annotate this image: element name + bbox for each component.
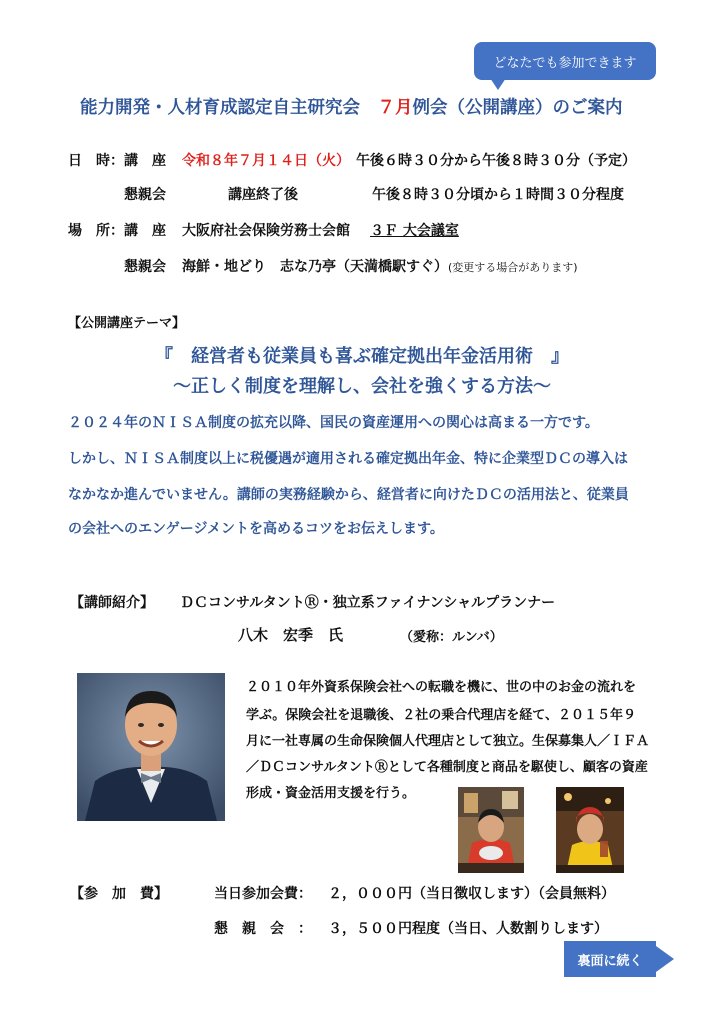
party-time: 午後８時３０分頃から１時間３０分程度 [372, 187, 624, 203]
party-place [182, 256, 578, 276]
place-label: 場 所：講 座 [68, 223, 166, 239]
theme-main: 『 経営者も従業員も喜ぶ確定拠出年金活用術 』 [155, 346, 569, 367]
lecturer-name: 八木 宏季 氏 [238, 626, 344, 644]
date-value: 令和８年７月１４日（火） [182, 153, 350, 169]
bio-line: 学ぶ。保険会社を退職後、２社の乗合代理店を経て、２０１５年９ [246, 708, 637, 723]
bio-line: 月に一社専属の生命保険個人代理店として独立。生保募集人／ＩＦＡ [246, 734, 650, 749]
fee-day-label: 当日参加会費： [214, 886, 312, 902]
bio-line: 形成・資金活用支援を行う。 [246, 786, 416, 801]
lecturer-role: ＤＣコンサルタントⓇ・独立系ファイナンシャルプランナー [180, 595, 556, 611]
badge-tail [490, 78, 506, 90]
theme-desc-line: しかし、ＮＩＳＡ制度以上に税優遇が適用される確定拠出年金、特に企業型ＤＣの導入は [68, 451, 628, 467]
arrow-right-icon [656, 946, 674, 972]
lecturer-portrait [77, 673, 225, 821]
badge-text: どなたでも参加できます [493, 55, 637, 71]
lecturer-photo-bar [556, 787, 624, 873]
fee-day-value: ２，０００円（当日徴収します）（会員無料） [328, 886, 615, 902]
fee-heading: 【参 加 費】 [70, 886, 168, 902]
continue-overleaf-arrow [564, 941, 656, 977]
date-time: 午後６時３０分から午後８時３０分（予定） [356, 153, 636, 169]
party-place-note: (変更する場合があります) [448, 261, 578, 274]
continue-label: 裏面に続く [577, 953, 643, 969]
lecturer-photo-dining [458, 787, 524, 873]
theme-desc-line: の会社へのエンゲージメントを高めるコツをお伝えします。 [68, 521, 444, 537]
fee-party-label: 懇 親 会 ： [214, 921, 312, 937]
theme-sub: ～正しく制度を理解し、会社を強くする方法～ [173, 376, 551, 397]
place-value: 大阪府社会保険労務士会館 [182, 223, 350, 239]
fee-party-value: ３，５００円程度（当日、人数割りします） [328, 921, 608, 937]
title-post: 例会（公開講座）のご案内 [412, 98, 623, 118]
place-room: ３Ｆ 大会議室 [370, 223, 459, 239]
theme-heading: 【公開講座テーマ】 [68, 316, 186, 331]
page-title [80, 94, 623, 119]
party-label: 懇親会 [124, 187, 166, 203]
open-to-all-badge [474, 42, 656, 80]
party-start: 講座終了後 [228, 187, 298, 203]
date-label: 日 時：講 座 [68, 153, 166, 169]
bio-line: ／ＤＣコンサルタントⓇとして各種制度と商品を駆使し、顧客の資産 [246, 760, 648, 775]
party-place-label: 懇親会 [124, 259, 166, 275]
theme-desc-line: なかなか進んでいません。講師の実務経験から、経営者に向けたＤＣの活用法と、従業員 [68, 487, 629, 503]
lecturer-nickname: （愛称：ルンバ） [400, 630, 503, 645]
bio-line: ２０１０年外資系保険会社への転職を機に、世の中のお金の流れを [246, 680, 637, 695]
party-place-name: 海鮮・地どり 志な乃亭（天満橋駅すぐ） [182, 259, 448, 275]
title-month: ７月 [377, 98, 413, 118]
theme-desc-line: ２０２４年のＮＩＳＡ制度の拡充以降、国民の資産運用への関心は高まる一方です。 [68, 415, 599, 431]
lecturer-heading: 【講師紹介】 [70, 595, 154, 611]
title-pre: 能力開発・人材育成認定自主研究会 [80, 98, 378, 118]
